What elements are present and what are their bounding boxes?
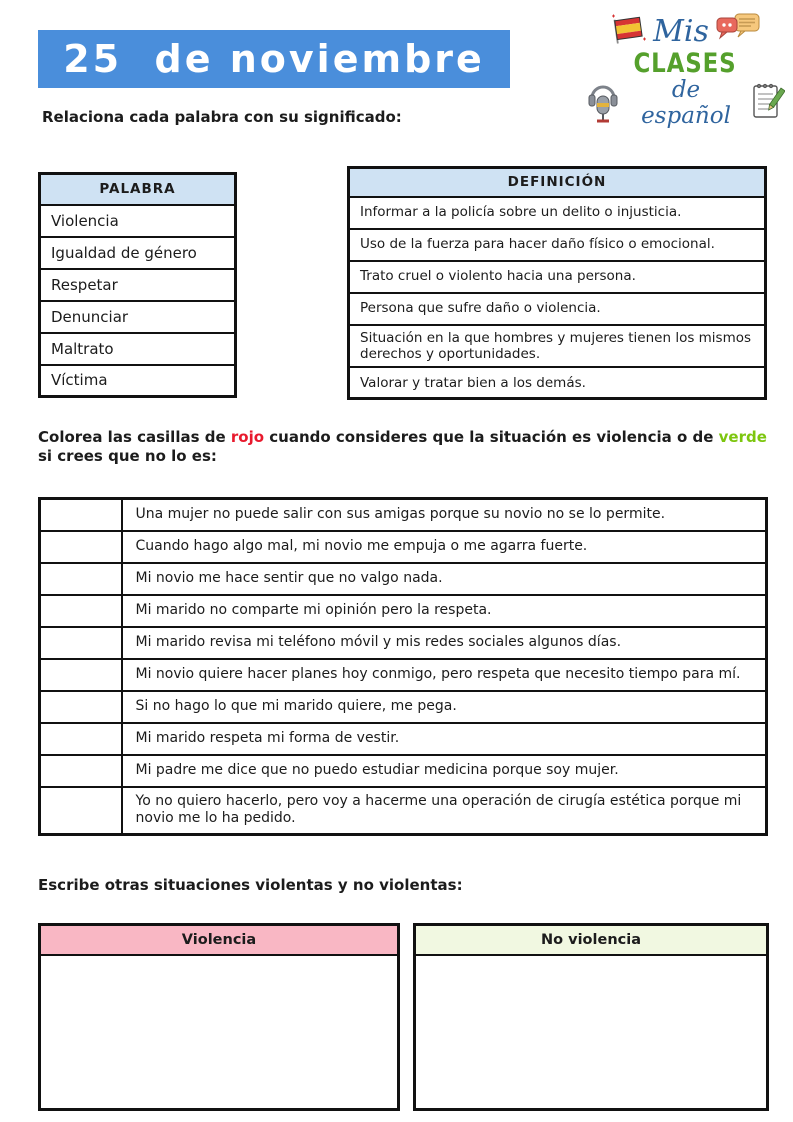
- no-violencia-box-input-area[interactable]: [416, 956, 766, 1108]
- notepad-pencil-icon: [751, 81, 785, 125]
- situation-row: [40, 499, 767, 531]
- situation-text: Cuando hago algo mal, mi novio me empuja o me agarra fuerte.: [122, 531, 767, 563]
- color-cell[interactable]: [40, 755, 122, 787]
- color-cell[interactable]: [40, 563, 122, 595]
- definicion-row: [349, 197, 766, 229]
- definicion-row: [349, 367, 766, 399]
- definicion-row: [349, 325, 766, 367]
- palabra-cell: Denunciar: [40, 301, 236, 333]
- no-violencia-box-header: No violencia: [416, 926, 766, 956]
- speech-bubbles-icon: [715, 12, 761, 50]
- palabra-header: PALABRA: [40, 174, 236, 205]
- palabra-row: [40, 365, 236, 397]
- palabra-row: [40, 301, 236, 333]
- situation-text: Mi marido revisa mi teléfono móvil y mis redes sociales algunos días.: [122, 627, 767, 659]
- situation-text: Mi marido no comparte mi opinión pero la respeta.: [122, 595, 767, 627]
- definicion-cell: Persona que sufre daño o violencia.: [349, 293, 766, 325]
- green-word: verde: [718, 428, 767, 446]
- definicion-cell: Valorar y tratar bien a los demás.: [349, 367, 766, 399]
- palabra-row: [40, 333, 236, 365]
- definicion-cell: Uso de la fuerza para hacer daño físico o emocional.: [349, 229, 766, 261]
- color-cell[interactable]: [40, 723, 122, 755]
- logo-word-espanol: de español: [641, 77, 731, 129]
- situation-row: [40, 723, 767, 755]
- palabra-row: [40, 269, 236, 301]
- definicion-cell: Informar a la policía sobre un delito o injusticia.: [349, 197, 766, 229]
- violencia-box-header: Violencia: [41, 926, 397, 956]
- definicion-row: [349, 293, 766, 325]
- situation-row: [40, 691, 767, 723]
- violencia-box: [38, 923, 400, 1111]
- logo-word-clases: CLASES: [633, 48, 737, 79]
- situation-row: [40, 659, 767, 691]
- situation-text: Yo no quiero hacerlo, pero voy a hacerme una operación de cirugía estética porque mi novio me lo ha pedido.: [122, 787, 767, 835]
- definicion-cell: Trato cruel o violento hacia una persona.: [349, 261, 766, 293]
- color-cell[interactable]: [40, 787, 122, 835]
- logo-word-mis: Mis: [653, 13, 709, 49]
- palabra-cell: Igualdad de género: [40, 237, 236, 269]
- palabra-table: [38, 172, 237, 398]
- microphone-headphones-icon: [585, 78, 621, 128]
- palabra-cell: Respetar: [40, 269, 236, 301]
- definicion-header: DEFINICIÓN: [349, 168, 766, 197]
- logo: [585, 12, 785, 129]
- definicion-row: [349, 261, 766, 293]
- situation-text: Mi novio me hace sentir que no valgo nada.: [122, 563, 767, 595]
- instruction-write: Escribe otras situaciones violentas y no violentas:: [38, 876, 463, 894]
- title-banner: [38, 30, 510, 88]
- write-boxes: [38, 923, 769, 1111]
- violencia-box-input-area[interactable]: [41, 956, 397, 1108]
- palabra-row: [40, 237, 236, 269]
- definicion-row: [349, 229, 766, 261]
- definicion-cell: Situación en la que hombres y mujeres tienen los mismos derechos y oportunidades.: [349, 325, 766, 367]
- palabra-cell: Víctima: [40, 365, 236, 397]
- situation-text: Mi novio quiere hacer planes hoy conmigo, pero respeta que necesito tiempo para mí.: [122, 659, 767, 691]
- instruction-color-part3: si crees que no lo es:: [38, 446, 217, 465]
- situation-row: [40, 787, 767, 835]
- situation-text: Mi padre me dice que no puedo estudiar medicina porque soy mujer.: [122, 755, 767, 787]
- red-word: rojo: [230, 428, 265, 446]
- situation-row: [40, 627, 767, 659]
- color-cell[interactable]: [40, 531, 122, 563]
- color-cell[interactable]: [40, 659, 122, 691]
- instruction-match: Relaciona cada palabra con su significado:: [42, 108, 402, 126]
- palabra-cell: Violencia: [40, 205, 236, 237]
- situation-row: [40, 531, 767, 563]
- situations-table: [38, 497, 768, 836]
- color-cell[interactable]: [40, 691, 122, 723]
- instruction-color-part2: cuando consideres que la situación es violencia o de: [264, 428, 719, 446]
- page-title: 25 de noviembre: [63, 37, 485, 81]
- color-cell[interactable]: [40, 595, 122, 627]
- definicion-table: [347, 166, 767, 400]
- palabra-row: [40, 205, 236, 237]
- situation-row: [40, 563, 767, 595]
- spain-flag-icon: [609, 13, 647, 49]
- situation-row: [40, 595, 767, 627]
- no-violencia-box: [413, 923, 769, 1111]
- instruction-color: [38, 428, 770, 466]
- situation-row: [40, 755, 767, 787]
- situation-text: Una mujer no puede salir con sus amigas porque su novio no se lo permite.: [122, 499, 767, 531]
- palabra-cell: Maltrato: [40, 333, 236, 365]
- color-cell[interactable]: [40, 627, 122, 659]
- situation-text: Si no hago lo que mi marido quiere, me pega.: [122, 691, 767, 723]
- color-cell[interactable]: [40, 499, 122, 531]
- instruction-color-part1: Colorea las casillas de: [38, 428, 231, 446]
- situation-text: Mi marido respeta mi forma de vestir.: [122, 723, 767, 755]
